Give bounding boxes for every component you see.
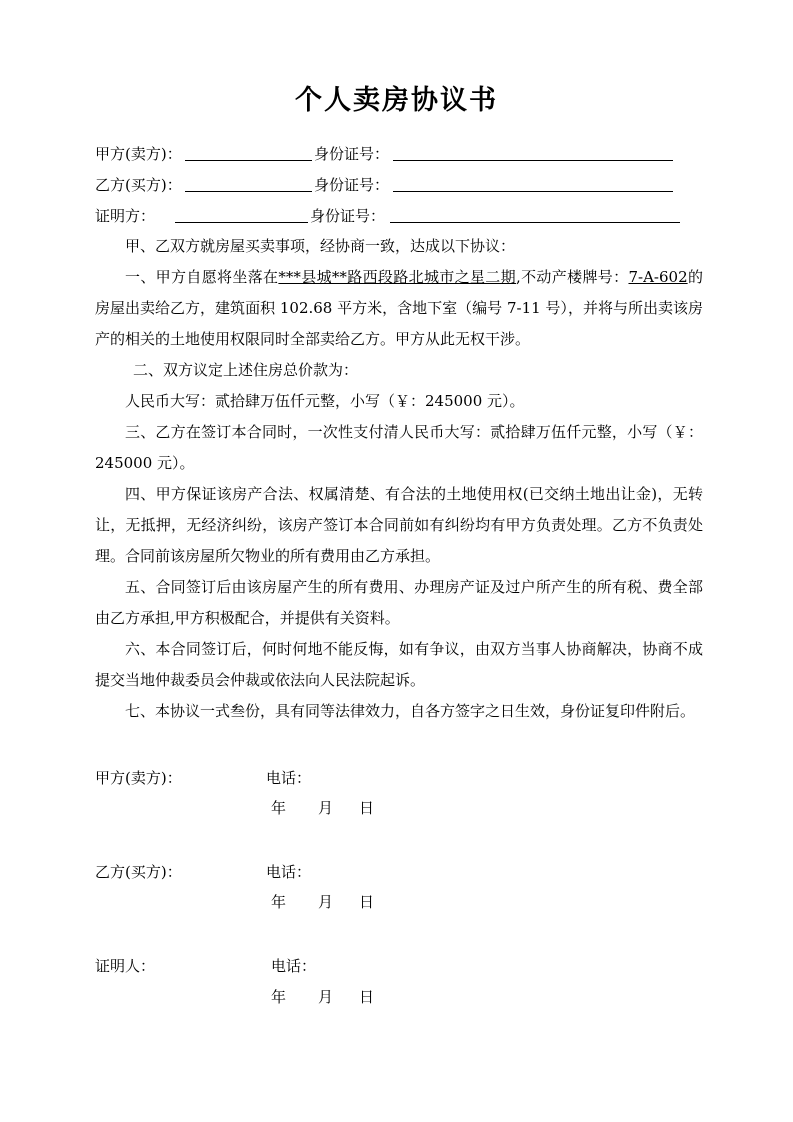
signature-witness-month: 月 — [318, 988, 334, 1006]
signature-witness-day: 日 — [359, 988, 375, 1006]
signature-party-b-month: 月 — [318, 893, 334, 911]
signature-party-a-phone: 电话： — [266, 769, 312, 787]
intro-paragraph: 甲、乙双方就房屋买卖事项，经协商一致，达成以下协议： — [125, 237, 516, 255]
signature-party-b-phone: 电话： — [266, 863, 312, 881]
party-a-name-field[interactable] — [185, 142, 312, 161]
signature-party-b-year: 年 — [271, 893, 287, 911]
witness-id-label: 身份证号： — [310, 207, 386, 225]
clause-6: 六、本合同签订后，何时何地不能反悔，如有争议，由双方当事人协商解决，协商不成提交当地仲裁委员会仲裁或依法向人民法院起诉。 — [95, 640, 703, 689]
witness-label: 证明方： — [95, 207, 156, 225]
property-unit-number: 7-A-602 — [628, 268, 688, 286]
signature-witness-label: 证明人： — [95, 957, 156, 975]
witness-line — [95, 205, 155, 226]
party-b-id-label: 身份证号： — [314, 176, 390, 194]
document-title: 个人卖房协议书 — [295, 85, 498, 116]
clause-5: 五、合同签订后由该房屋产生的所有费用、办理房产证及过户所产生的所有税、费全部由乙方承担,甲方积极配合，并提供有关资料。 — [95, 578, 703, 627]
party-b-line — [95, 174, 182, 195]
signature-party-a-day: 日 — [359, 799, 375, 817]
clause-1-prefix: 一、甲方自愿将坐落在 — [125, 268, 279, 286]
clause-3: 三、乙方在签订本合同时，一次性支付清人民币大写：贰拾肆万伍仟元整，小写（￥：245000 元）。 — [95, 423, 703, 472]
clause-1-mid: ,不动产楼牌号： — [515, 268, 629, 286]
party-b-id-field[interactable] — [393, 173, 673, 192]
signature-party-a-month: 月 — [318, 799, 334, 817]
clause-2-amount: 人民币大写：贰拾肆万伍仟元整，小写（￥：245000 元）。 — [125, 392, 525, 410]
signature-party-a-label: 甲方(卖方)： — [95, 769, 182, 787]
witness-id-field[interactable] — [390, 204, 680, 223]
party-a-id-label: 身份证号： — [314, 145, 390, 163]
signature-party-b-label: 乙方(买方)： — [95, 863, 182, 881]
clause-7: 七、本协议一式叁份，具有同等法律效力，自各方签字之日生效，身份证复印件附后。 — [125, 702, 696, 720]
witness-name-field[interactable] — [175, 204, 308, 223]
party-b-label: 乙方(买方)： — [95, 176, 182, 194]
agreement-body — [95, 231, 703, 727]
clause-1-suffix: 的房屋出卖给乙方，建筑面积 102.68 平方米，含地下室（编号 7-11 号），并将与所出卖该房产的相关的土地使用权限同时全部卖给乙方。甲方从此无权干涉。 — [95, 268, 703, 348]
clause-1 — [95, 262, 703, 355]
party-a-line — [95, 143, 182, 164]
clause-2: 二、双方议定上述住房总价款为： — [133, 361, 359, 379]
signature-party-a-year: 年 — [271, 799, 287, 817]
party-b-name-field[interactable] — [185, 173, 312, 192]
signature-party-b-day: 日 — [359, 893, 375, 911]
property-address: ***县城**路西段路北城市之星二期 — [278, 268, 516, 286]
signature-witness-phone: 电话： — [271, 957, 317, 975]
signature-witness-year: 年 — [271, 988, 287, 1006]
party-a-label: 甲方(卖方)： — [95, 145, 182, 163]
clause-4: 四、甲方保证该房产合法、权属清楚、有合法的土地使用权(已交纳土地出让金)，无转让，无抵押，无经济纠纷，该房产签订本合同前如有纠纷均有甲方负责处理。乙方不负责处理。合同前该房屋所欠物业的所有费用由乙方承担。 — [95, 485, 703, 565]
party-a-id-field[interactable] — [393, 142, 673, 161]
